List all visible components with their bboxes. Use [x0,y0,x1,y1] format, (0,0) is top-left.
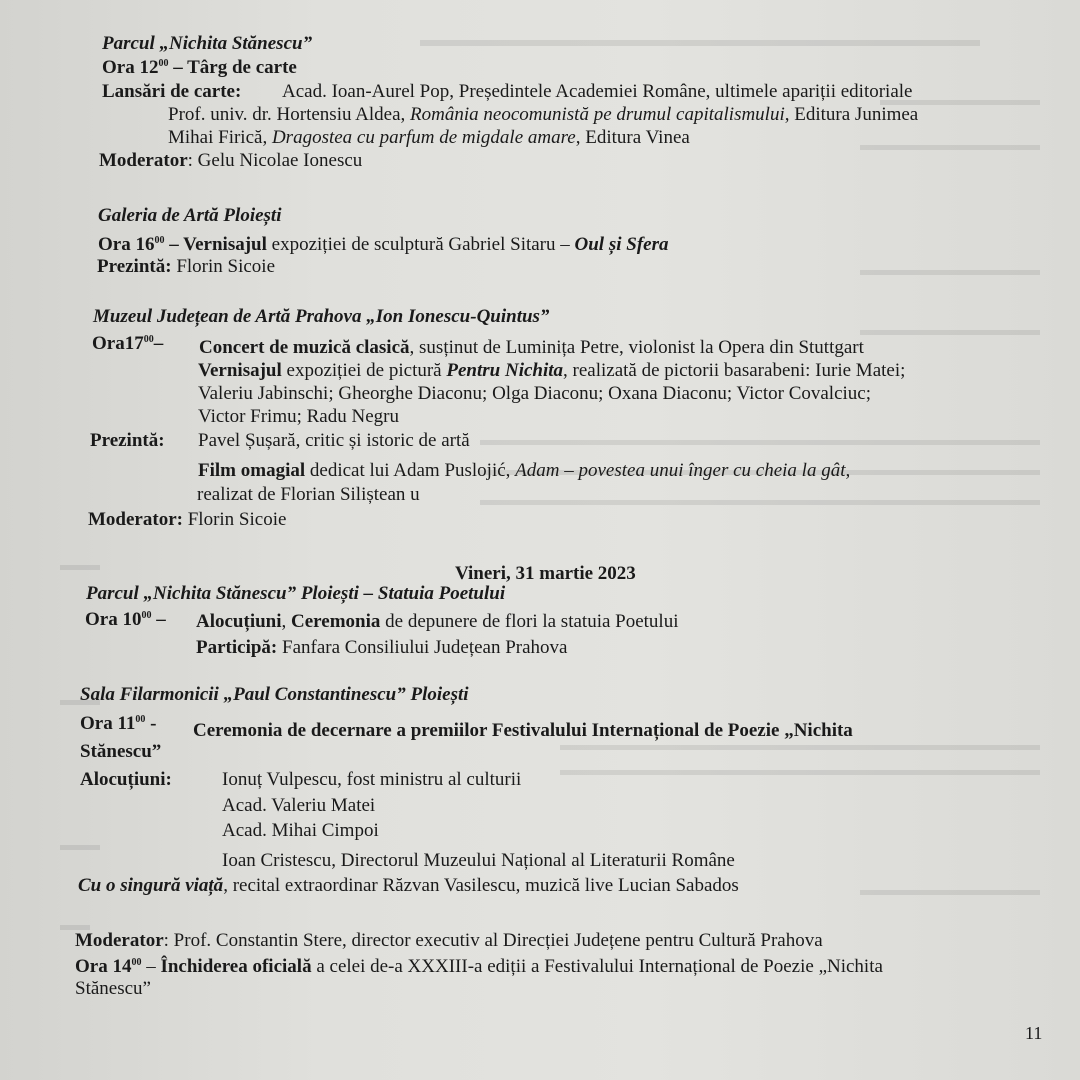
speaker-item: Ioan Cristescu, Directorul Muzeului Național al Literaturii Române [222,850,735,871]
concert-line: Concert de muzică clasică, susținut de Luminița Petre, violonist la Opera din Stuttgart [199,337,864,358]
moderator-line: Moderator: Florin Sicoie [88,509,287,530]
closing-line-cont: Stănescu” [75,978,151,999]
presenter-name: Pavel Șușară, critic și istoric de artă [198,430,470,451]
closing-line: Ora $14^{00}$ – Închiderea oficială a celei de-a XXXIII-a ediții a Festivalului Internațional de Poezie „Nichita [75,956,883,977]
recital-line: Cu o singură viață, recital extraordinar Răzvan Vasilescu, muzică live Lucian Sabados [78,875,739,896]
time-11: Ora $11^{00}$ - [80,713,157,734]
speaker-item: Acad. Valeriu Matei [222,795,376,816]
launch-item: Mihai Firică, Dragostea cu parfum de migdale amare, Editura Vinea [168,127,690,148]
award-ceremony: Ceremonia de decernare a premiilor Festivalului Internațional de Poezie „Nichita [193,720,853,741]
time-12: Ora $12^{00}$ – Târg de carte [102,57,297,78]
award-ceremony-cont: Stănescu” [80,741,162,762]
moderator-line: Moderator: Gelu Nicolae Ionescu [99,150,363,171]
film-credit: realizat de Florian Siliștean u [197,484,420,505]
venue-muzeul: Muzeul Județean de Artă Prahova „Ion Ionescu-Quintus” [93,306,550,327]
launch-item: Acad. Ioan-Aurel Pop, Președintele Academiei Române, ultimele apariții editoriale [282,81,913,102]
speeches-label: Alocuțiuni: [80,769,172,790]
vernisaj-painting-line: Vernisajul expoziției de pictură Pentru Nichita, realizată de pictorii basarabeni: Iurie Matei; [198,360,906,381]
speaker-item: Ionuț Vulpescu, fost ministru al culturii [222,769,522,790]
venue-parcul: Parcul „Nichita Stănescu” [102,33,313,54]
venue-galeria: Galeria de Artă Ploiești [98,205,282,226]
artists-line: Valeriu Jabinschi; Gheorghe Diaconu; Olga Diaconu; Oxana Diaconu; Victor Covalciuc; [198,383,871,404]
artists-line: Victor Frimu; Radu Negru [198,406,399,427]
presenter-label: Prezintă: [90,430,165,451]
presenter-line: Prezintă: Florin Sicoie [97,256,276,277]
time-10: Ora $10^{00}$ – [85,609,166,630]
date-heading: Vineri, 31 martie 2023 [455,563,636,584]
launch-item: Prof. univ. dr. Hortensiu Aldea, România neocomunistă pe drumul capitalismului, Editura Junimea [168,104,919,125]
moderator-line: Moderator: Prof. Constantin Stere, director executiv al Direcției Județene pentru Cultură Prahova [75,930,823,951]
participant-line: Participă: Fanfara Consiliului Județean Prahova [196,637,568,658]
ceremony-line: Alocuțiuni, Ceremonia de depunere de flori la statuia Poetului [196,611,679,632]
speaker-item: Acad. Mihai Cimpoi [222,820,379,841]
venue-filarmonica: Sala Filarmonicii „Paul Constantinescu” Ploiești [80,684,469,705]
page-number: 11 [1025,1023,1043,1043]
venue-statuia: Parcul „Nichita Stănescu” Ploiești – Statuia Poetului [86,583,506,604]
time-17: $Ora17^{00}-$ [92,333,164,354]
launch-label: Lansări de carte: [102,81,242,102]
film-line: Film omagial dedicat lui Adam Puslojić, Adam – povestea unui înger cu cheia la gât, [198,460,851,481]
vernisaj-line: Ora $16^{00}$ – Vernisajul expoziției de sculptură Gabriel Sitaru – Oul și Sfera [98,234,669,255]
